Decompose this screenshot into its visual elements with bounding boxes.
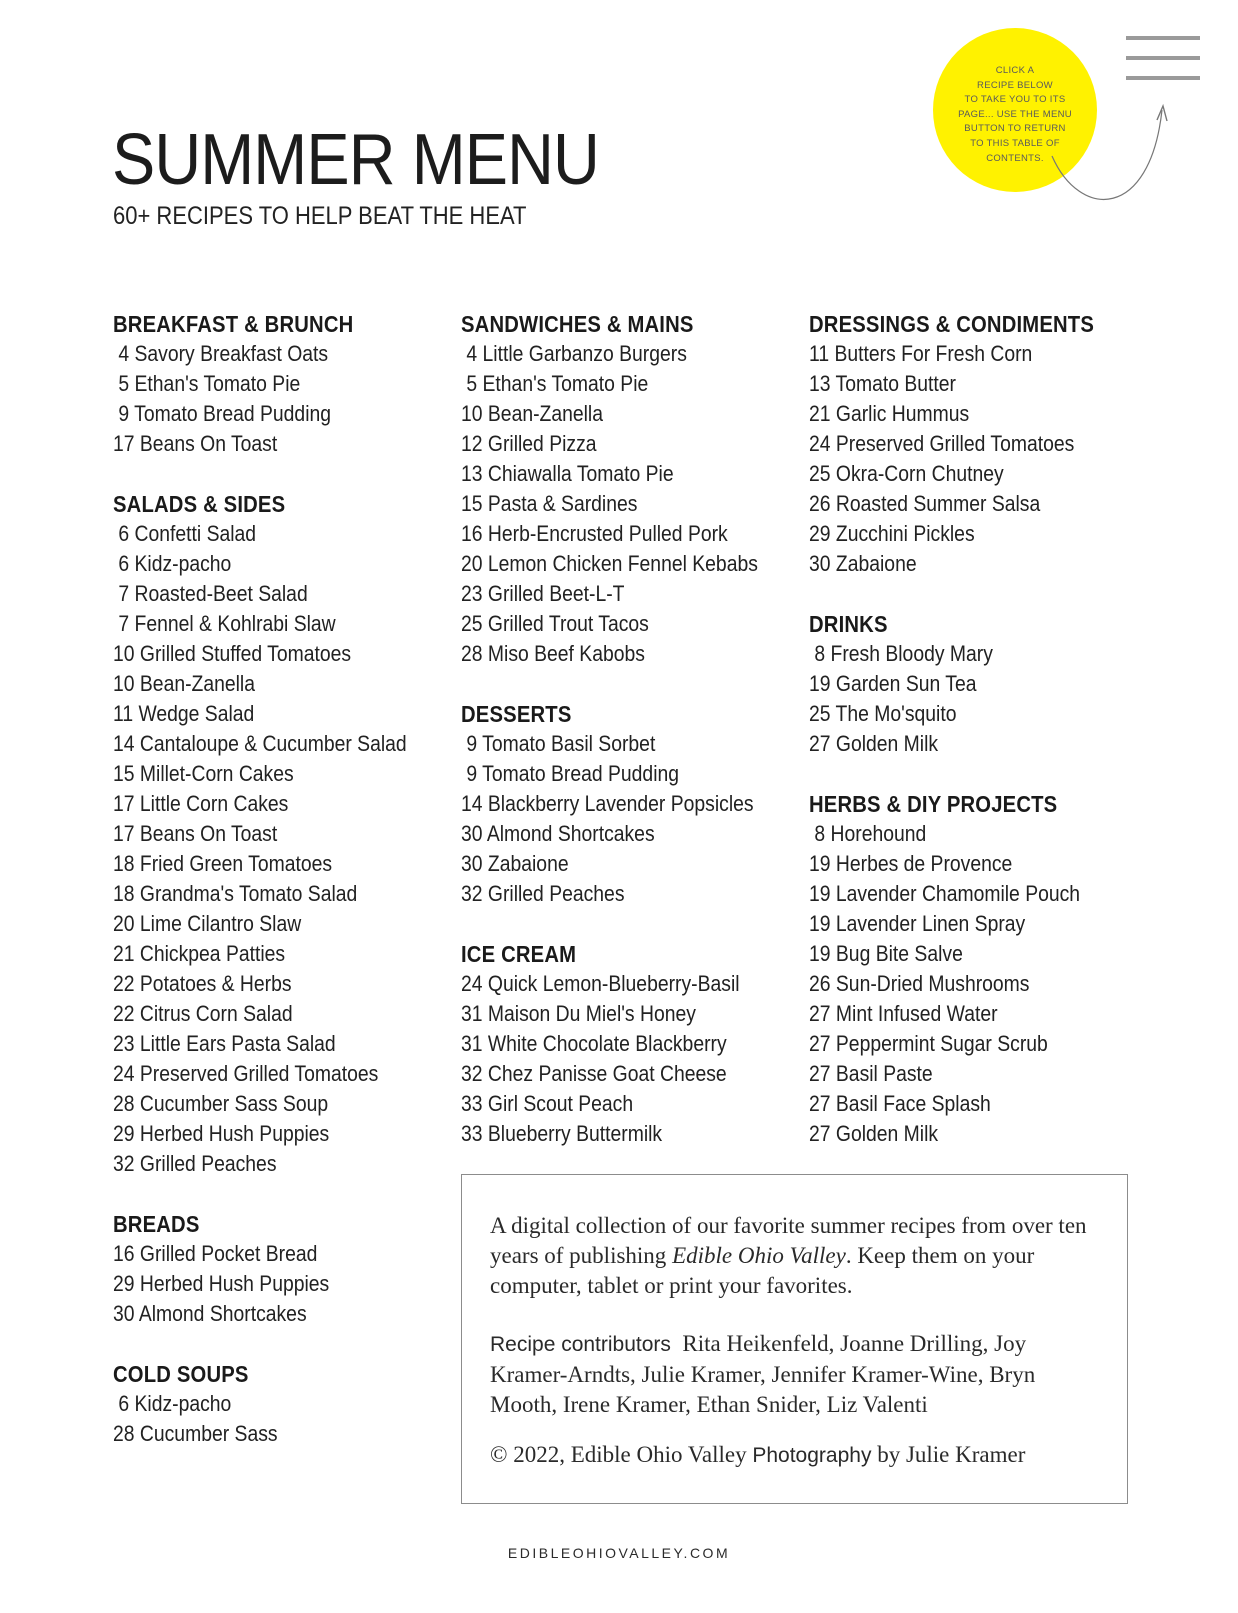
recipe-link[interactable]: 32 Chez Panisse Goat Cheese: [461, 1061, 727, 1086]
callout-line: CLICK A: [995, 65, 1035, 76]
recipe-link[interactable]: 19 Herbes de Provence: [809, 851, 1013, 876]
recipe-link[interactable]: 29 Herbed Hush Puppies: [113, 1271, 330, 1296]
recipe-list: [461, 729, 791, 909]
recipe-link[interactable]: 27 Golden Milk: [809, 1121, 939, 1146]
section-heading: BREAKFAST & BRUNCH: [113, 311, 354, 337]
recipe-list: [461, 969, 791, 1149]
recipe-list: [113, 519, 443, 1179]
description-text: A digital collection of our favorite summer recipes from over ten years of publishing: [490, 1213, 1087, 1268]
menu-bar: [1126, 56, 1200, 60]
contributors-list: Rita Heikenfeld, Joanne Drilling, Joy Kramer-Arndts, Julie Kramer, Jennifer Kramer-Wine, Bryn Mooth, Irene Kramer, Ethan Snider, Liz Valenti: [490, 1331, 1036, 1417]
recipe-link[interactable]: 27 Golden Milk: [809, 731, 939, 756]
recipe-link[interactable]: 15 Pasta & Sardines: [461, 491, 638, 516]
section-heading: DRESSINGS & CONDIMENTS: [809, 311, 1095, 337]
recipe-list: [809, 819, 1139, 1149]
recipe-link[interactable]: 9 Tomato Bread Pudding: [113, 401, 332, 426]
section-heading: HERBS & DIY PROJECTS: [809, 791, 1058, 817]
recipe-link[interactable]: 9 Tomato Bread Pudding: [461, 761, 680, 786]
photography-label: Photography: [752, 1444, 872, 1467]
callout-line: RECIPE BELOW: [977, 79, 1053, 91]
recipe-list: [809, 339, 1139, 579]
section-breads: [113, 1209, 443, 1329]
recipe-link[interactable]: 13 Chiawalla Tomato Pie: [461, 461, 674, 486]
recipe-list: [461, 339, 791, 669]
recipe-link[interactable]: 26 Sun-Dried Mushrooms: [809, 971, 1030, 996]
menu-bar: [1126, 36, 1200, 40]
recipe-link[interactable]: 23 Grilled Beet-L-T: [461, 581, 625, 606]
section-breakfast-brunch: [113, 309, 443, 459]
recipe-link[interactable]: 5 Ethan's Tomato Pie: [461, 371, 649, 396]
recipe-link[interactable]: 24 Preserved Grilled Tomatoes: [113, 1061, 379, 1086]
recipe-link[interactable]: 30 Almond Shortcakes: [461, 821, 655, 846]
section-heading: COLD SOUPS: [113, 1361, 249, 1387]
recipe-link[interactable]: 28 Cucumber Sass: [113, 1421, 278, 1446]
menu-column-2: [461, 309, 791, 1179]
menu-bar: [1126, 76, 1200, 80]
recipe-link[interactable]: 17 Beans On Toast: [113, 431, 278, 456]
recipe-link[interactable]: 30 Almond Shortcakes: [113, 1301, 307, 1326]
recipe-link[interactable]: 8 Fresh Bloody Mary: [809, 641, 993, 666]
hamburger-menu-icon[interactable]: [1126, 36, 1200, 82]
recipe-link[interactable]: 5 Ethan's Tomato Pie: [113, 371, 301, 396]
section-herbs-diy: [809, 789, 1139, 1149]
section-dressings-condiments: [809, 309, 1139, 579]
copyright-line: [490, 1440, 1097, 1471]
recipe-link[interactable]: 18 Grandma's Tomato Salad: [113, 881, 358, 906]
recipe-link[interactable]: 21 Chickpea Patties: [113, 941, 286, 966]
section-drinks: [809, 609, 1139, 759]
recipe-link[interactable]: 31 White Chocolate Blackberry: [461, 1031, 727, 1056]
menu-column-1: [113, 309, 443, 1479]
menu-column-3: [809, 309, 1139, 1179]
recipe-link[interactable]: 10 Bean-Zanella: [113, 671, 256, 696]
recipe-link[interactable]: 6 Confetti Salad: [113, 521, 257, 546]
recipe-link[interactable]: 25 The Mo'squito: [809, 701, 957, 726]
page-title: SUMMER MENU: [112, 120, 599, 200]
callout-line: TO TAKE YOU TO ITS: [964, 94, 1066, 106]
recipe-link[interactable]: 4 Savory Breakfast Oats: [113, 341, 329, 366]
recipe-link[interactable]: 25 Okra-Corn Chutney: [809, 461, 1004, 486]
callout-line: PAGE... USE THE MENU: [958, 108, 1072, 120]
recipe-list: [113, 1389, 443, 1449]
recipe-link[interactable]: 4 Little Garbanzo Burgers: [461, 341, 687, 366]
copyright-text: © 2022, Edible Ohio Valley: [490, 1442, 747, 1467]
recipe-link[interactable]: 19 Lavender Linen Spray: [809, 911, 1026, 936]
recipe-link[interactable]: 22 Potatoes & Herbs: [113, 971, 292, 996]
publication-name: Edible Ohio Valley: [672, 1243, 846, 1268]
page-subtitle: 60+ RECIPES TO HELP BEAT THE HEAT: [113, 202, 527, 230]
website-link[interactable]: EDIBLEOHIOVALLEY.COM: [507, 1545, 731, 1561]
recipe-link[interactable]: 25 Grilled Trout Tacos: [461, 611, 649, 636]
section-sandwiches-mains: [461, 309, 791, 669]
recipe-link[interactable]: 19 Bug Bite Salve: [809, 941, 963, 966]
recipe-link[interactable]: 17 Little Corn Cakes: [113, 791, 289, 816]
recipe-link[interactable]: 22 Citrus Corn Salad: [113, 1001, 293, 1026]
recipe-link[interactable]: 33 Blueberry Buttermilk: [461, 1121, 663, 1146]
section-heading: SALADS & SIDES: [113, 491, 286, 517]
recipe-link[interactable]: 27 Basil Face Splash: [809, 1091, 991, 1116]
recipe-link[interactable]: 29 Zucchini Pickles: [809, 521, 975, 546]
recipe-link[interactable]: 28 Miso Beef Kabobs: [461, 641, 645, 666]
recipe-link[interactable]: 17 Beans On Toast: [113, 821, 278, 846]
recipe-link[interactable]: 33 Girl Scout Peach: [461, 1091, 634, 1116]
section-ice-cream: [461, 939, 791, 1149]
section-heading: DRINKS: [809, 611, 888, 637]
collection-description: [490, 1211, 1097, 1301]
recipe-link[interactable]: 14 Blackberry Lavender Popsicles: [461, 791, 754, 816]
recipe-list: [809, 639, 1139, 759]
recipe-link[interactable]: 10 Bean-Zanella: [461, 401, 604, 426]
recipe-link[interactable]: 24 Preserved Grilled Tomatoes: [809, 431, 1075, 456]
recipe-link[interactable]: 14 Cantaloupe & Cucumber Salad: [113, 731, 407, 756]
recipe-link[interactable]: 30 Zabaione: [461, 851, 569, 876]
recipe-link[interactable]: 19 Lavender Chamomile Pouch: [809, 881, 1081, 906]
recipe-link[interactable]: 27 Peppermint Sugar Scrub: [809, 1031, 1048, 1056]
section-heading: BREADS: [113, 1211, 200, 1237]
recipe-link[interactable]: 19 Garden Sun Tea: [809, 671, 977, 696]
section-heading: DESSERTS: [461, 701, 572, 727]
recipe-link[interactable]: 24 Quick Lemon-Blueberry-Basil: [461, 971, 740, 996]
recipe-link[interactable]: 8 Horehound: [809, 821, 927, 846]
callout-line: TO THIS TABLE OF: [970, 137, 1060, 149]
callout-line: CONTENTS.: [986, 152, 1044, 164]
recipe-link[interactable]: 16 Grilled Pocket Bread: [113, 1241, 318, 1266]
recipe-link[interactable]: 9 Tomato Basil Sorbet: [461, 731, 656, 756]
recipe-link[interactable]: 26 Roasted Summer Salsa: [809, 491, 1041, 516]
recipe-link[interactable]: 20 Lemon Chicken Fennel Kebabs: [461, 551, 758, 576]
recipe-link[interactable]: 16 Herb-Encrusted Pulled Pork: [461, 521, 728, 546]
recipe-link[interactable]: 7 Roasted-Beet Salad: [113, 581, 308, 606]
recipe-link[interactable]: 31 Maison Du Miel's Honey: [461, 1001, 696, 1026]
recipe-link[interactable]: 10 Grilled Stuffed Tomatoes: [113, 641, 352, 666]
photography-credit: by Julie Kramer: [877, 1442, 1026, 1467]
recipe-link[interactable]: 6 Kidz-pacho: [113, 551, 232, 576]
recipe-link[interactable]: 29 Herbed Hush Puppies: [113, 1121, 330, 1146]
section-salads-sides: [113, 489, 443, 1179]
recipe-link[interactable]: 32 Grilled Peaches: [113, 1151, 277, 1176]
recipe-link[interactable]: 27 Mint Infused Water: [809, 1001, 998, 1026]
recipe-link[interactable]: 28 Cucumber Sass Soup: [113, 1091, 329, 1116]
recipe-link[interactable]: 27 Basil Paste: [809, 1061, 933, 1086]
section-heading: SANDWICHES & MAINS: [461, 311, 694, 337]
description-text: . Keep them on your computer, tablet or print your favorites.: [490, 1243, 1035, 1298]
contributors: [490, 1329, 1097, 1420]
recipe-link[interactable]: 30 Zabaione: [809, 551, 917, 576]
curved-arrow-icon: [1040, 100, 1180, 220]
recipe-link[interactable]: 13 Tomato Butter: [809, 371, 957, 396]
section-heading: ICE CREAM: [461, 941, 577, 967]
section-cold-soups: [113, 1359, 443, 1449]
recipe-link[interactable]: 20 Lime Cilantro Slaw: [113, 911, 302, 936]
recipe-link[interactable]: 12 Grilled Pizza: [461, 431, 597, 456]
recipe-link[interactable]: 18 Fried Green Tomatoes: [113, 851, 333, 876]
recipe-link[interactable]: 11 Butters For Fresh Corn: [809, 341, 1033, 366]
callout-line: BUTTON TO RETURN: [964, 123, 1066, 135]
recipe-link[interactable]: 6 Kidz-pacho: [113, 1391, 232, 1416]
recipe-list: [113, 339, 443, 459]
recipe-link[interactable]: 32 Grilled Peaches: [461, 881, 625, 906]
recipe-link[interactable]: 7 Fennel & Kohlrabi Slaw: [113, 611, 336, 636]
recipe-link[interactable]: 21 Garlic Hummus: [809, 401, 970, 426]
contributors-label: Recipe contributors: [490, 1333, 671, 1356]
section-desserts: [461, 699, 791, 909]
info-box: [461, 1174, 1128, 1504]
recipe-link[interactable]: 11 Wedge Salad: [113, 701, 255, 726]
recipe-link[interactable]: 15 Millet-Corn Cakes: [113, 761, 294, 786]
recipe-list: [113, 1239, 443, 1329]
recipe-link[interactable]: 23 Little Ears Pasta Salad: [113, 1031, 336, 1056]
